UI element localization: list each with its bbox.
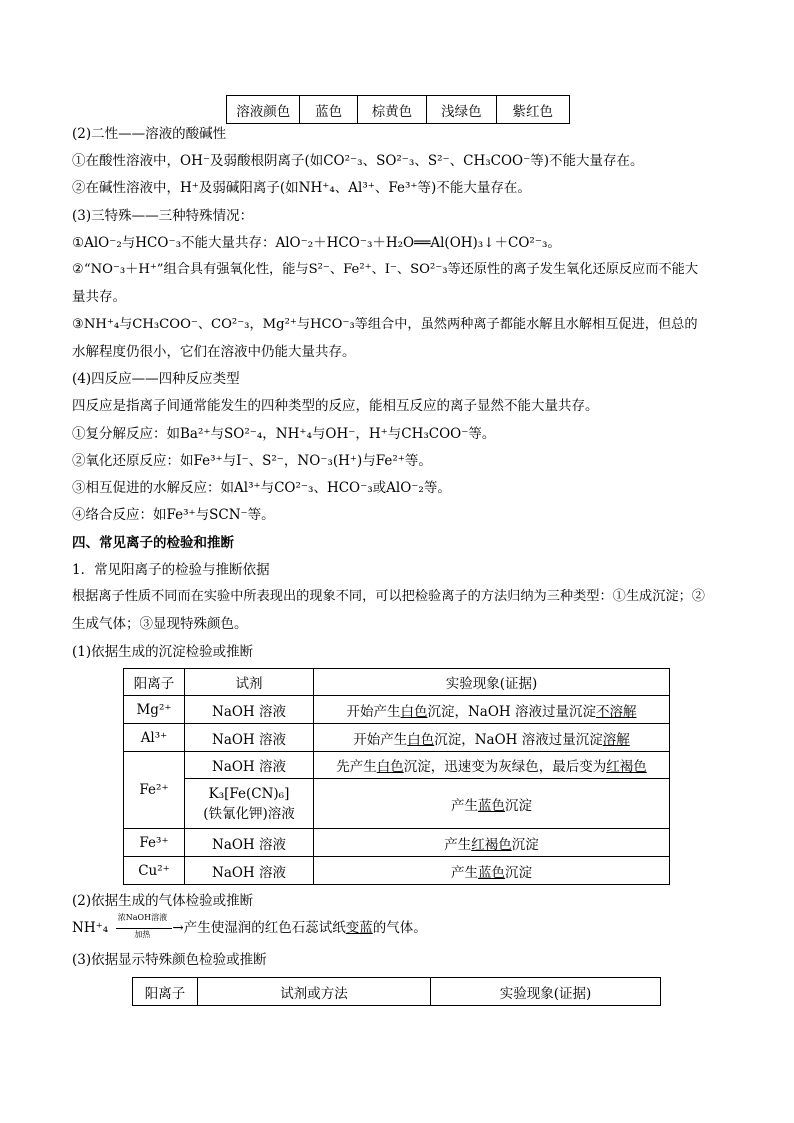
special-case-1: ①AlO⁻₂与HCO⁻₃不能大量共存：AlO⁻₂＋HCO⁻₃＋H₂O══Al(OH)₃↓＋CO²⁻₃。 <box>72 235 561 251</box>
table-row <box>124 779 670 829</box>
table-header: 实验现象(证据) <box>431 978 661 1006</box>
phenomenon-cell: 先产生白色沉淀，迅速变为灰绿色，最后变为红褐色 <box>314 752 670 779</box>
reagent-cell: NaOH 溶液 <box>185 724 314 752</box>
detection-method-text-cont: 生成气体；③显现特殊颜色。 <box>72 616 248 632</box>
color-cell: 蓝色 <box>300 96 357 124</box>
acidic-solution-text: ①在酸性溶液中，OH⁻及弱酸根阴离子(如CO²⁻₃、SO²⁻₃、S²⁻、CH₃COO⁻等)不能大量存在。 <box>72 153 644 169</box>
double-decomposition: ①复分解反应：如Ba²⁺与SO²⁻₄，NH⁺₄与OH⁻，H⁺与CH₃COO⁻等。 <box>72 426 496 442</box>
special-case-3-cont: 水解程度仍很小，它们在溶液中仍能大量共存。 <box>72 344 356 360</box>
reagent-cell: K₃[Fe(CN)₆] (铁氰化钾)溶液 <box>185 779 314 829</box>
ammonium-gas-test: NH⁺₄ 浓NaOH溶液 加热 →产生使湿润的红色石蕊试纸变蓝的气体。 <box>72 912 427 939</box>
reaction-arrow <box>112 912 172 939</box>
reagent-cell: NaOH 溶液 <box>185 752 314 779</box>
table-header: 阳离子 <box>124 669 185 696</box>
detection-method-text: 根据离子性质不同而在实验中所表现出的现象不同，可以把检验离子的方法归纳为三种类型：①生成沉淀；② <box>72 589 705 604</box>
hydrolysis-reaction: ③相互促进的水解反应：如Al³⁺与CO²⁻₃、HCO⁻₃或AlO⁻₂等。 <box>72 480 451 496</box>
section-four-reactions: (4)四反应——四种反应类型 <box>72 371 240 387</box>
section-two-properties: (2)二性——溶液的酸碱性 <box>72 126 227 142</box>
table-header: 试剂或方法 <box>198 978 431 1006</box>
phenomenon-cell: 开始产生白色沉淀，NaOH 溶液过量沉淀溶解 <box>314 724 670 752</box>
phenomenon-cell: 开始产生白色沉淀，NaOH 溶液过量沉淀不溶解 <box>314 696 670 724</box>
table-row <box>124 724 670 752</box>
precipitate-detection-heading: (1)依据生成的沉淀检验或推断 <box>72 644 254 660</box>
ion-cell: Al³⁺ <box>124 724 185 752</box>
ion-cell: Fe²⁺ <box>124 752 185 829</box>
phenomenon-cell: 产生蓝色沉淀 <box>314 857 670 885</box>
ion-cell: Fe³⁺ <box>124 829 185 857</box>
cation-detection-heading: 1．常见阳离子的检验与推断依据 <box>72 562 270 578</box>
ion-cell: Mg²⁺ <box>124 696 185 724</box>
arrow-condition-bottom: 加热 <box>134 929 151 939</box>
section-heading-ion-detection: 四、常见离子的检验和推断 <box>72 535 234 551</box>
arrow-condition-top: 浓NaOH溶液 <box>117 912 168 922</box>
color-cell: 棕黄色 <box>357 96 426 124</box>
phenomenon-cell: 产生蓝色沉淀 <box>314 779 670 829</box>
section-three-special: (3)三特殊——三种特殊情况： <box>72 208 254 224</box>
gas-detection-heading: (2)依据生成的气体检验或推断 <box>72 893 254 909</box>
special-case-2-cont: 量共存。 <box>72 289 126 305</box>
color-detection-heading: (3)依据显示特殊颜色检验或推断 <box>72 952 267 968</box>
complex-reaction: ④络合反应：如Fe³⁺与SCN⁻等。 <box>72 507 275 523</box>
solution-color-table <box>226 95 570 124</box>
table-row <box>124 752 670 779</box>
color-cell: 紫红色 <box>496 96 569 124</box>
ammonium-ion: NH⁺₄ <box>72 920 109 936</box>
table-header: 实验现象(证据) <box>314 669 670 696</box>
table-row <box>124 857 670 885</box>
arrow-shaft <box>116 928 172 929</box>
table-header: 试剂 <box>185 669 314 696</box>
reagent-cell: NaOH 溶液 <box>185 829 314 857</box>
phenomenon-cell: 产生红褐色沉淀 <box>314 829 670 857</box>
color-detection-table <box>132 977 661 1006</box>
table-header: 阳离子 <box>133 978 198 1006</box>
reagent-cell: NaOH 溶液 <box>185 696 314 724</box>
special-case-2: ②“NO⁻₃＋H⁺”组合具有强氧化性，能与S²⁻、Fe²⁺、I⁻、SO²⁻₃等还原性的离子发生氧化还原反应而不能大 <box>72 262 699 277</box>
four-reactions-intro: 四反应是指离子间通常能发生的四种类型的反应，能相互反应的离子显然不能大量共存。 <box>72 398 599 414</box>
ion-cell: Cu²⁺ <box>124 857 185 885</box>
redox-reaction: ②氧化还原反应：如Fe³⁺与I⁻、S²⁻，NO⁻₃(H⁺)与Fe²⁺等。 <box>72 453 432 469</box>
table-row <box>124 696 670 724</box>
reagent-cell: NaOH 溶液 <box>185 857 314 885</box>
color-header-cell: 溶液颜色 <box>227 96 300 124</box>
precipitate-table <box>123 668 670 885</box>
special-case-3: ③NH⁺₄与CH₃COO⁻、CO²⁻₃，Mg²⁺与HCO⁻₃等组合中，虽然两种离子都能水解且水解相互促进，但总的 <box>72 317 698 332</box>
table-row <box>124 829 670 857</box>
basic-solution-text: ②在碱性溶液中，H⁺及弱碱阳离子(如NH⁺₄、Al³⁺、Fe³⁺等)不能大量存在。 <box>72 180 531 196</box>
color-cell: 浅绿色 <box>427 96 496 124</box>
